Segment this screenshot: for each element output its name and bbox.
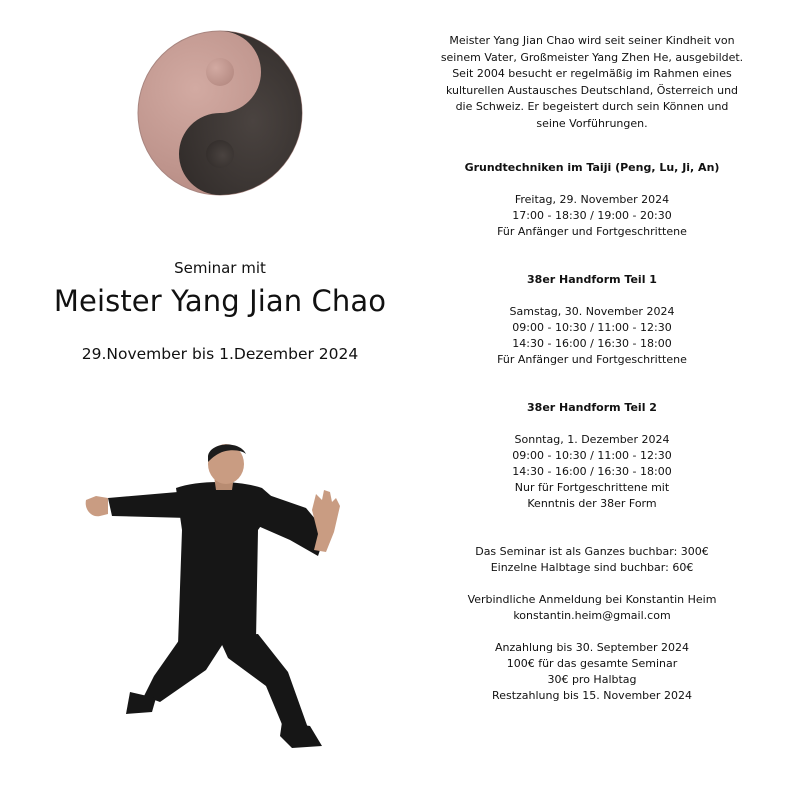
session-title: 38er Handform Teil 1 — [527, 273, 657, 286]
session-time: 14:30 - 16:00 / 16:30 - 18:00 — [512, 337, 672, 350]
session-title: 38er Handform Teil 2 — [527, 401, 657, 414]
payment-line: Anzahlung bis 30. September 2024 — [494, 641, 689, 654]
session-block — [440, 272, 744, 368]
intro-paragraph: Meister Yang Jian Chao wird seit seiner Kindheit von seinem Vater, Großmeister Yang Zhen He, ausgebildet. Seit 2004 besucht er regelmäßig im Rahmen eines kulturellen Austausches Deutschland, Österreich und die Schweiz. Er begeistert durch sein Können und seine Vorführungen. — [440, 34, 744, 130]
session-block — [440, 400, 744, 512]
payment-line: 30€ pro Halbtag — [547, 673, 637, 686]
tai-chi-master-figure — [78, 440, 348, 752]
registration-line: Verbindliche Anmeldung bei Konstantin Heim — [467, 593, 717, 606]
session-block — [440, 160, 744, 240]
session-day: Sonntag, 1. Dezember 2024 — [514, 433, 670, 446]
session-time: 17:00 - 18:30 / 19:00 - 20:30 — [512, 209, 672, 222]
pricing-block — [440, 544, 744, 576]
seminar-dates: 29.November bis 1.Dezember 2024 — [81, 345, 359, 363]
yin-yang-icon — [137, 30, 303, 196]
session-title: Grundtechniken im Taiji (Peng, Lu, Ji, An) — [464, 161, 720, 174]
session-audience: Nur für Fortgeschrittene mit Kenntnis der 38er Form — [514, 481, 670, 510]
payment-line: 100€ für das gesamte Seminar — [506, 657, 678, 670]
seminar-label: Seminar mit — [174, 259, 266, 277]
payment-line: Restzahlung bis 15. November 2024 — [492, 689, 692, 702]
session-audience: Für Anfänger und Fortgeschrittene — [497, 353, 687, 366]
session-audience: Für Anfänger und Fortgeschrittene — [497, 225, 687, 238]
master-name-title: Meister Yang Jian Chao — [53, 284, 387, 318]
session-day: Freitag, 29. November 2024 — [514, 193, 670, 206]
payment-block — [440, 640, 744, 704]
session-time: 09:00 - 10:30 / 11:00 - 12:30 — [512, 321, 672, 334]
right-column — [440, 0, 744, 794]
registration-email: konstantin.heim@gmail.com — [513, 609, 671, 622]
price-line: Einzelne Halbtage sind buchbar: 60€ — [490, 561, 694, 574]
session-time: 14:30 - 16:00 / 16:30 - 18:00 — [512, 465, 672, 478]
price-line: Das Seminar ist als Ganzes buchbar: 300€ — [475, 545, 709, 558]
session-time: 09:00 - 10:30 / 11:00 - 12:30 — [512, 449, 672, 462]
registration-block — [440, 592, 744, 624]
session-day: Samstag, 30. November 2024 — [509, 305, 675, 318]
